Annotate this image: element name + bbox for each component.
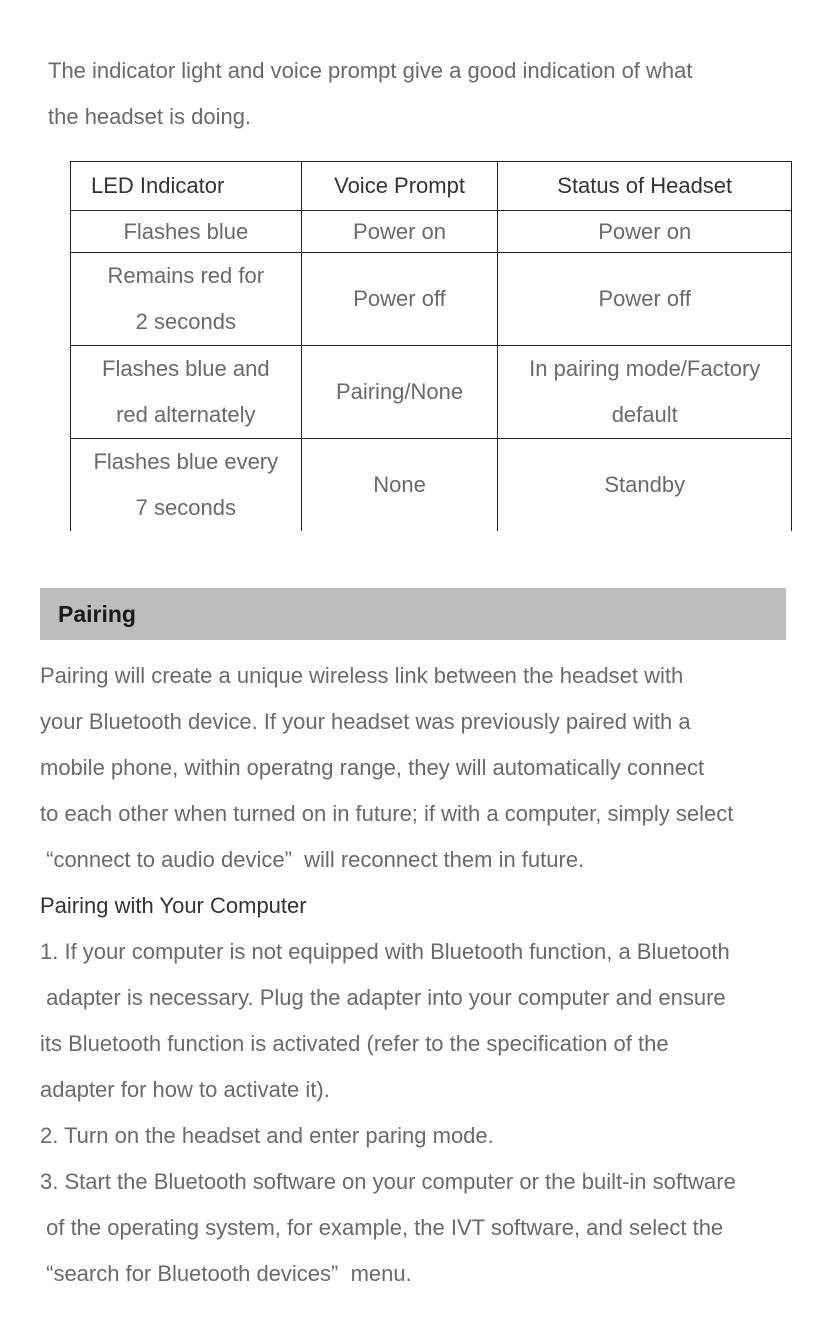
table-row	[71, 253, 792, 346]
paragraph-line: your Bluetooth device. If your headset was previously paired with a	[40, 709, 691, 734]
led-cell: Flashes blue and red alternately	[71, 346, 302, 439]
voice-cell: None	[301, 439, 498, 532]
led-cell: Flashes blue	[71, 211, 302, 253]
paragraph-line: “connect to audio device” will reconnect them in future.	[40, 847, 585, 872]
paragraph-line: to each other when turned on in future; if with a computer, simply select	[40, 801, 734, 826]
table-row	[71, 439, 792, 532]
intro-line: the headset is doing.	[48, 104, 252, 129]
header-status: Status of Headset	[498, 162, 792, 211]
table-row	[71, 211, 792, 253]
status-cell: Standby	[498, 439, 792, 532]
intro-paragraph	[48, 48, 808, 140]
voice-cell: Power off	[301, 253, 498, 346]
table-row	[71, 346, 792, 439]
led-indicator-table	[70, 161, 792, 531]
table-header-row	[71, 162, 792, 211]
header-voice-prompt: Voice Prompt	[301, 162, 498, 211]
step-line: of the operating system, for example, the IVT software, and select the	[40, 1215, 724, 1240]
section-title: Pairing	[58, 601, 136, 627]
header-led-indicator: LED Indicator	[71, 162, 302, 211]
status-cell: Power on	[498, 211, 792, 253]
paragraph-line: Pairing will create a unique wireless link between the headset with	[40, 663, 684, 688]
step-line: adapter is necessary. Plug the adapter into your computer and ensure	[40, 985, 726, 1010]
step-line: 2. Turn on the headset and enter paring mode.	[40, 1123, 494, 1148]
subheading: Pairing with Your Computer	[40, 893, 307, 918]
voice-cell: Pairing/None	[301, 346, 498, 439]
led-cell: Flashes blue every 7 seconds	[71, 439, 302, 532]
step-line: 1. If your computer is not equipped with Bluetooth function, a Bluetooth	[40, 939, 730, 964]
status-cell: Power off	[498, 253, 792, 346]
step-line: adapter for how to activate it).	[40, 1077, 330, 1102]
pairing-body	[40, 653, 830, 1297]
intro-line: The indicator light and voice prompt give a good indication of what	[48, 58, 693, 83]
led-cell: Remains red for 2 seconds	[71, 253, 302, 346]
step-line: its Bluetooth function is activated (refer to the specification of the	[40, 1031, 669, 1056]
step-line: “search for Bluetooth devices” menu.	[40, 1261, 412, 1286]
status-cell: In pairing mode/Factory default	[498, 346, 792, 439]
paragraph-line: mobile phone, within operatng range, they will automatically connect	[40, 755, 705, 780]
step-line: 3. Start the Bluetooth software on your computer or the built-in software	[40, 1169, 736, 1194]
pairing-section-bar	[40, 588, 786, 640]
voice-cell: Power on	[301, 211, 498, 253]
